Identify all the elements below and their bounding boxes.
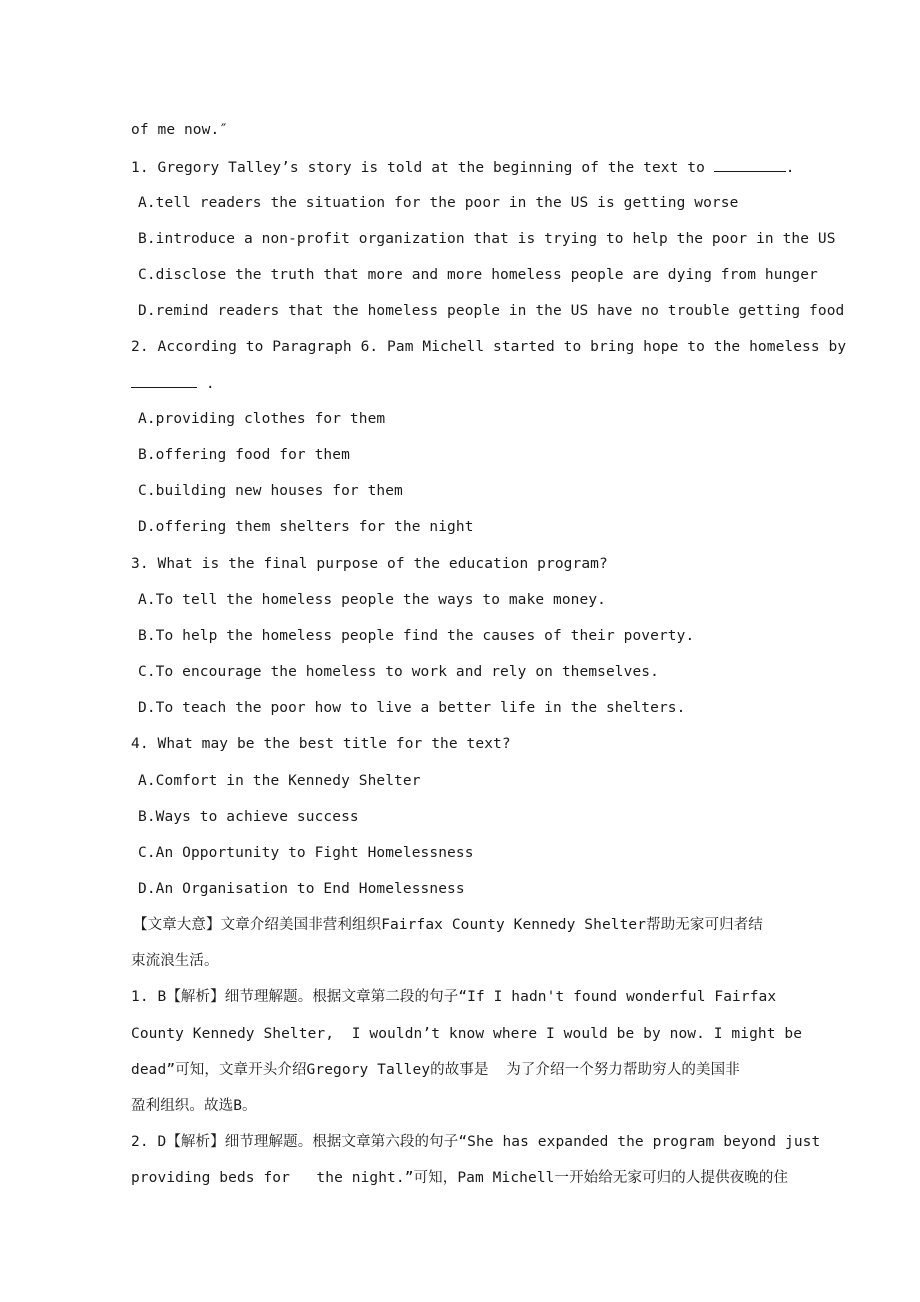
option-1b: B.introduce a non-profit organization that is trying to help the poor in the US <box>138 231 836 247</box>
question-2-continued <box>131 373 215 394</box>
option-1c: C.disclose the truth that more and more homeless people are dying from hunger <box>138 267 818 283</box>
option-3c: C.To encourage the homeless to work and rely on themselves. <box>138 664 659 680</box>
option-4d: D.An Organisation to End Homelessness <box>138 881 465 897</box>
option-3d: D.To teach the poor how to live a better life in the shelters. <box>138 700 686 716</box>
answer-2-line-1: 2. D【解析】细节理解题。根据文章第六段的句子“She has expanded the program beyond just <box>131 1134 821 1150</box>
option-4a: A.Comfort in the Kennedy Shelter <box>138 773 421 789</box>
question-1-end: . <box>785 160 795 176</box>
answer-1-line-4: 盈利组织。故选B。 <box>131 1098 257 1114</box>
option-2a: A.providing clothes for them <box>138 411 386 427</box>
option-4b: B.Ways to achieve success <box>138 809 359 825</box>
option-1a: A.tell readers the situation for the poor in the US is getting worse <box>138 195 739 211</box>
summary-line-2: 束流浪生活。 <box>131 953 219 969</box>
option-2b: B.offering food for them <box>138 447 350 463</box>
answer-blank <box>714 157 786 172</box>
option-2d: D.offering them shelters for the night <box>138 519 474 535</box>
summary-line-1: 【文章大意】文章介绍美国非营利组织Fairfax County Kennedy Shelter帮助无家可归者结 <box>133 917 763 933</box>
question-1 <box>131 157 795 178</box>
answer-1-line-1: 1. B【解析】细节理解题。根据文章第二段的句子“If I hadn't found wonderful Fairfax <box>131 989 777 1005</box>
option-2c: C.building new houses for them <box>138 483 403 499</box>
question-1-text: 1. Gregory Talley’s story is told at the beginning of the text to <box>131 160 714 176</box>
answer-2-line-2: providing beds for the night.”可知，Pam Michell一开始给无家可归的人提供夜晚的住 <box>131 1170 789 1186</box>
question-4: 4. What may be the best title for the text? <box>131 736 511 752</box>
question-3: 3. What is the final purpose of the education program? <box>131 556 608 572</box>
question-2: 2. According to Paragraph 6. Pam Michell started to bring hope to the homeless by <box>131 339 847 355</box>
option-3a: A.To tell the homeless people the ways to make money. <box>138 592 606 608</box>
question-2-end: . <box>205 376 215 392</box>
option-1d: D.remind readers that the homeless people in the US have no trouble getting food <box>138 303 845 319</box>
option-3b: B.To help the homeless people find the causes of their poverty. <box>138 628 695 644</box>
answer-1-line-2: County Kennedy Shelter, I wouldn’t know where I would be by now. I might be <box>131 1026 803 1042</box>
answer-1-line-3: dead”可知，文章开头介绍Gregory Talley的故事是 为了介绍一个努力帮助穷人的美国非 <box>131 1062 740 1078</box>
option-4c: C.An Opportunity to Fight Homelessness <box>138 845 474 861</box>
answer-blank <box>131 373 197 388</box>
text-line: of me now.″ <box>131 122 229 138</box>
